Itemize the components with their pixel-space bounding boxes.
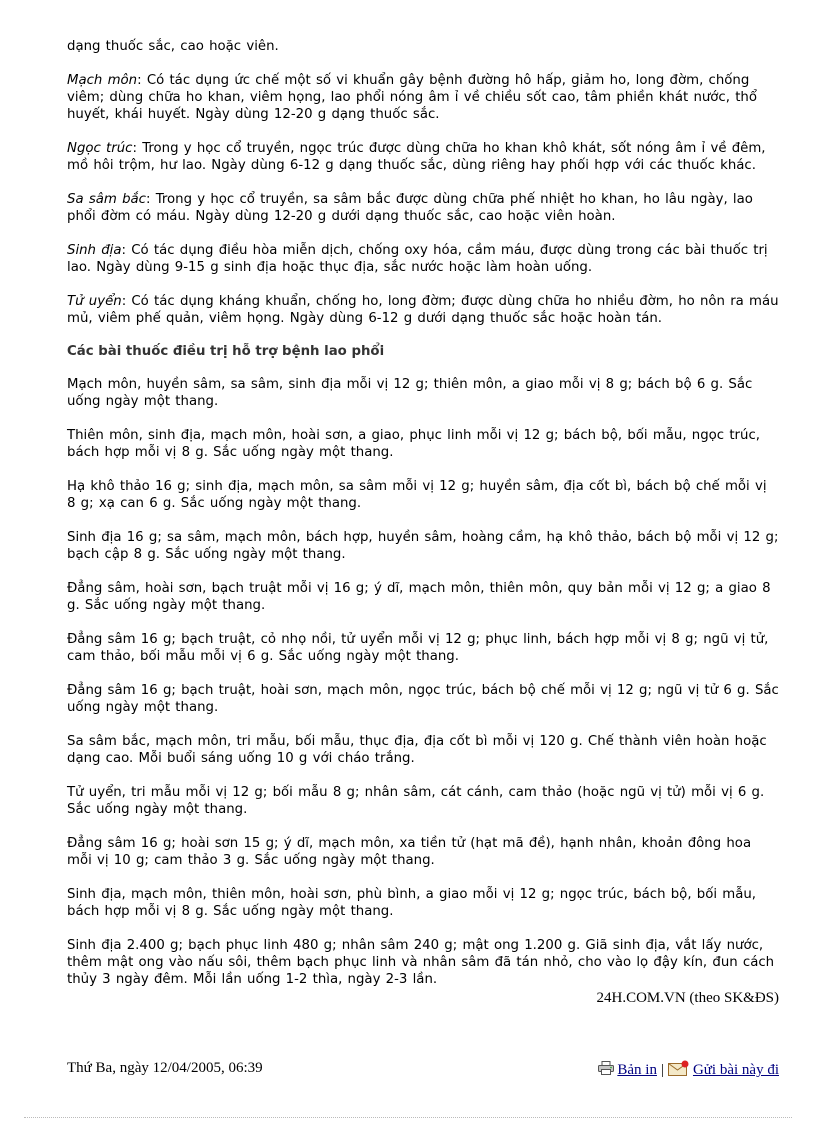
- printer-icon[interactable]: [598, 1061, 614, 1080]
- remedy-paragraph: Đẳng sâm 16 g; bạch truật, hoài sơn, mạch môn, ngọc trúc, bách bộ chế mỗi vị 12 g; ngũ vị tử 6 g. Sắc uống ngày một thang.: [67, 683, 779, 715]
- footer-actions: [598, 1060, 779, 1081]
- herb-term: Mạch môn: [67, 73, 138, 88]
- herb-paragraph-ngoc-truc: [67, 140, 779, 174]
- herb-description: : Có tác dụng kháng khuẩn, chống ho, long đờm; được dùng chữa ho nhiều đờm, ho nôn ra máu mủ, viêm phế quản, viêm họng. Ngày dùng 6-12 g dưới dạng thuốc sắc hoặc hoàn tán.: [67, 294, 779, 326]
- section-heading: Các bài thuốc điều trị hỗ trợ bệnh lao phổi: [67, 344, 385, 359]
- publish-date: Thứ Ba, ngày 12/04/2005, 06:39: [67, 1060, 263, 1076]
- herb-paragraph-sinh-dia: [67, 242, 779, 276]
- herb-term: Ngọc trúc: [67, 141, 133, 156]
- herb-paragraph-mach-mon: [67, 72, 779, 123]
- herb-paragraph-sa-sam-bac: [67, 191, 779, 225]
- herb-paragraph-tu-uyen: [67, 293, 779, 327]
- remedy-paragraph: Tử uyển, tri mẫu mỗi vị 12 g; bối mẫu 8 g; nhân sâm, cát cánh, cam thảo (hoặc ngũ vị tử) mỗi vị 6 g. Sắc uống ngày một thang.: [67, 785, 765, 817]
- remedy-paragraph: Đẳng sâm 16 g; bạch truật, cỏ nhọ nồi, tử uyển mỗi vị 12 g; phục linh, bách hợp mỗi vị 8 g; ngũ vị tử, cam thảo, bối mẫu mỗi vị 6 g. Sắc uống ngày một thang.: [67, 632, 769, 664]
- paragraph: dạng thuốc sắc, cao hoặc viên.: [67, 39, 279, 54]
- remedy-paragraph: Thiên môn, sinh địa, mạch môn, hoài sơn, a giao, phục linh mỗi vị 12 g; bách bộ, bối mẫu, ngọc trúc, bách hợp mỗi vị 8 g. Sắc uống ngày một thang.: [67, 428, 760, 460]
- remedy-paragraph: Mạch môn, huyền sâm, sa sâm, sinh địa mỗi vị 12 g; thiên môn, a giao mỗi vị 8 g; bách bộ 6 g. Sắc uống ngày một thang.: [67, 377, 753, 409]
- herb-term: Tử uyển: [67, 294, 122, 309]
- article-source: 24H.COM.VN (theo SK&ĐS): [596, 990, 779, 1006]
- email-icon[interactable]: [668, 1060, 690, 1081]
- herb-description: : Trong y học cổ truyền, sa sâm bắc được dùng chữa phế nhiệt ho khan, ho lâu ngày, lao phổi đờm có máu. Ngày dùng 12-20 g dưới dạng thuốc sắc, cao hoặc viên hoàn.: [67, 192, 753, 224]
- remedy-paragraph: Sinh địa 16 g; sa sâm, mạch môn, bách hợp, huyền sâm, hoàng cầm, hạ khô thảo, bách bộ mỗi vị 12 g; bạch cập 8 g. Sắc uống ngày một thang.: [67, 530, 779, 562]
- remedy-paragraph: Sinh địa, mạch môn, thiên môn, hoài sơn, phù bình, a giao mỗi vị 12 g; ngọc trúc, bách bộ, bối mẫu, bách hợp mỗi vị 8 g. Sắc uống ngày một thang.: [67, 887, 757, 919]
- separator: |: [660, 1062, 664, 1078]
- remedy-paragraph: Đẳng sâm 16 g; hoài sơn 15 g; ý dĩ, mạch môn, xa tiền tử (hạt mã đề), hạnh nhân, khoản đông hoa mỗi vị 10 g; cam thảo 3 g. Sắc uống ngày một thang.: [67, 836, 752, 868]
- print-link[interactable]: Bản in: [617, 1062, 657, 1078]
- send-article-link[interactable]: Gửi bài này đi: [692, 1062, 779, 1078]
- herb-description: : Có tác dụng điều hòa miễn dịch, chống oxy hóa, cầm máu, được dùng trong các bài thuốc trị lao. Ngày dùng 9-15 g sinh địa hoặc thục địa, sắc nước hoặc làm hoàn uống.: [67, 243, 768, 275]
- herb-term: Sinh địa: [67, 243, 122, 258]
- remedy-paragraph: Đẳng sâm, hoài sơn, bạch truật mỗi vị 16 g; ý dĩ, mạch môn, thiên môn, quy bản mỗi vị 12 g; a giao 8 g. Sắc uống ngày một thang.: [67, 581, 771, 613]
- herb-description: : Có tác dụng ức chế một số vi khuẩn gây bệnh đường hô hấp, giảm ho, long đờm, chống viêm; dùng chữa ho khan, viêm họng, lao phổi nóng âm ỉ về chiều sốt cao, tâm phiền khát nước, thổ huyết, khái huyết. Ngày dùng 12-20 g dạng thuốc sắc.: [67, 73, 757, 122]
- remedy-paragraph: Hạ khô thảo 16 g; sinh địa, mạch môn, sa sâm mỗi vị 12 g; huyền sâm, địa cốt bì, bách bộ chế mỗi vị 8 g; xạ can 6 g. Sắc uống ngày một thang.: [67, 479, 767, 511]
- remedy-paragraph: Sinh địa 2.400 g; bạch phục linh 480 g; nhân sâm 240 g; mật ong 1.200 g. Giã sinh địa, vắt lấy nước, thêm mật ong vào nấu sôi, thêm bạch phục linh và nhân sâm đã tán nhỏ, cho vào lọ đậy kín, đun cách thủy 3 ngày đêm. Mỗi lần uống 1-2 thìa, ngày 2-3 lần.: [67, 938, 775, 987]
- article-body: [67, 38, 779, 1007]
- divider: [24, 1117, 792, 1118]
- herb-description: : Trong y học cổ truyền, ngọc trúc được dùng chữa ho khan khô khát, sốt nóng âm ỉ về đêm, mồ hôi trộm, hư lao. Ngày dùng 6-12 g dạng thuốc sắc, dùng riêng hay phối hợp với các thuốc khác.: [67, 141, 766, 173]
- herb-term: Sa sâm bắc: [67, 192, 146, 207]
- remedy-paragraph: Sa sâm bắc, mạch môn, tri mẫu, bối mẫu, thục địa, địa cốt bì mỗi vị 120 g. Chế thành viên hoàn hoặc dạng cao. Mỗi buổi sáng uống 10 g với cháo trắng.: [67, 734, 767, 766]
